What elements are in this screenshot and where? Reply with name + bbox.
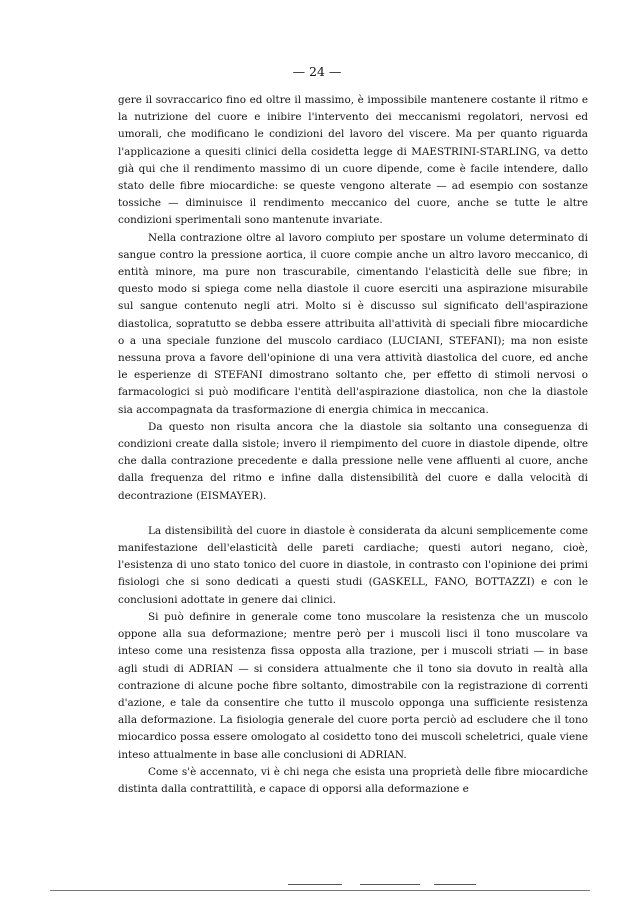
paragraph-aspirazione-diastolica: Nella contrazione oltre al lavoro compiuto per spostare un volume determinato di sangue contro la pressione aortica, il cuore compie anche un altro lavoro meccanico, di entità minore, ma pure non trascurabile, cimentando l'elasticità delle sue fibre; in questo modo si spiega come nella diastole il cuore eserciti una aspirazione misurabile sul sangue contenuto negli atri. Molto si è discusso sul significato dell'aspirazione diastolica, sopratutto se debba essere attribuita all'attività di speciali fibre miocardiche o a una speciale funzione del muscolo cardiaco (LUCIANI, STEFANI); ma non esiste nessuna prova a favore dell'opinione di una vera attività diastolica del cuore, ed anche le esperienze di STEFANI dimostrano soltanto che, per effetto di stimoli nervosi o farmacologici si può modificare l'entità dell'aspirazione diastolica, non che la diastole sia accompagnata da trasformazione di energia chimica in meccanica. xyxy=(118,231,588,416)
paragraph-proprieta-fibre: Come s'è accennato, vi è chi nega che esista una proprietà delle fibre miocardiche distinta dalla contrattilità, e capace di opporsi alla deformazione e xyxy=(118,765,588,795)
paragraph-tono-muscolare: Si può definire in generale come tono muscolare la resistenza che un muscolo oppone alla sua deformazione; mentre però per i muscoli lisci il tono muscolare va inteso come una resistenza fissa opposta alla trazione, per i muscoli striati — in base agli studi di ADRIAN — si considera attualmente che il tono sia dovuto in realtà alla contrazione di alcune poche fibre soltanto, dimostrabile con la registrazione di correnti d'azione, e tale da consentire che tutto il muscolo opponga una sufficiente resistenza alla deformazione. La fisiologia generale del cuore porta perciò ad escludere che il tono miocardico possa essere omologato al cosidetto tono dei muscoli scheletrici, quale viene inteso attualmente in base alle conclusioni di ADRIAN. xyxy=(118,610,588,761)
paragraph-distensibilita: La distensibilità del cuore in diastole è considerata da alcuni semplicemente come manifestazione dell'elasticità delle pareti cardiache; questi autori negano, cioè, l'esistenza di uno stato tonico del cuore in diastole, in contrasto con l'opinione dei primi fisiologi che si sono dedicati a questi studi (GASKELL, FANO, BOTTAZZI) e con le conclusioni adottate in genere dai clinici. xyxy=(118,524,588,606)
page-number: — 24 — xyxy=(292,64,342,79)
body-text xyxy=(118,92,588,798)
scan-edge-rule xyxy=(434,884,476,885)
scan-edge-rule xyxy=(50,890,590,891)
scan-edge-rule xyxy=(288,884,342,885)
scan-edge-rule xyxy=(360,884,420,885)
paragraph-continuation: gere il sovraccarico fino ed oltre il massimo, è impossibile mantenere costante il ritmo e la nutrizione del cuore e inibire l'intervento dei meccanismi regolatori, nervosi ed umorali, che modificano le condizioni del lavoro del viscere. Ma per quanto riguarda l'applicazione a quesiti clinici della cosidetta legge di MAESTRINI-STARLING, va detto già qui che il rendimento massimo di un cuore dipende, come è facile intendere, dallo stato delle fibre miocardiche: se queste vengono alterate — ad esempio con sostanze tossiche — diminuisce il rendimento meccanico del cuore, anche se tutte le altre condizioni sperimentali sono mantenute invariate. xyxy=(118,94,588,227)
paragraph-riempimento-diastole: Da questo non risulta ancora che la diastole sia soltanto una conseguenza di condizioni create dalla sistole; invero il riempimento del cuore in diastole dipende, oltre che dalla contrazione precedente e dalla pressione nelle vene affluenti al cuore, anche dalla frequenza del ritmo e infine dalla distensibilità del cuore e dalla velocità di decontrazione (EISMAYER). xyxy=(118,420,588,502)
